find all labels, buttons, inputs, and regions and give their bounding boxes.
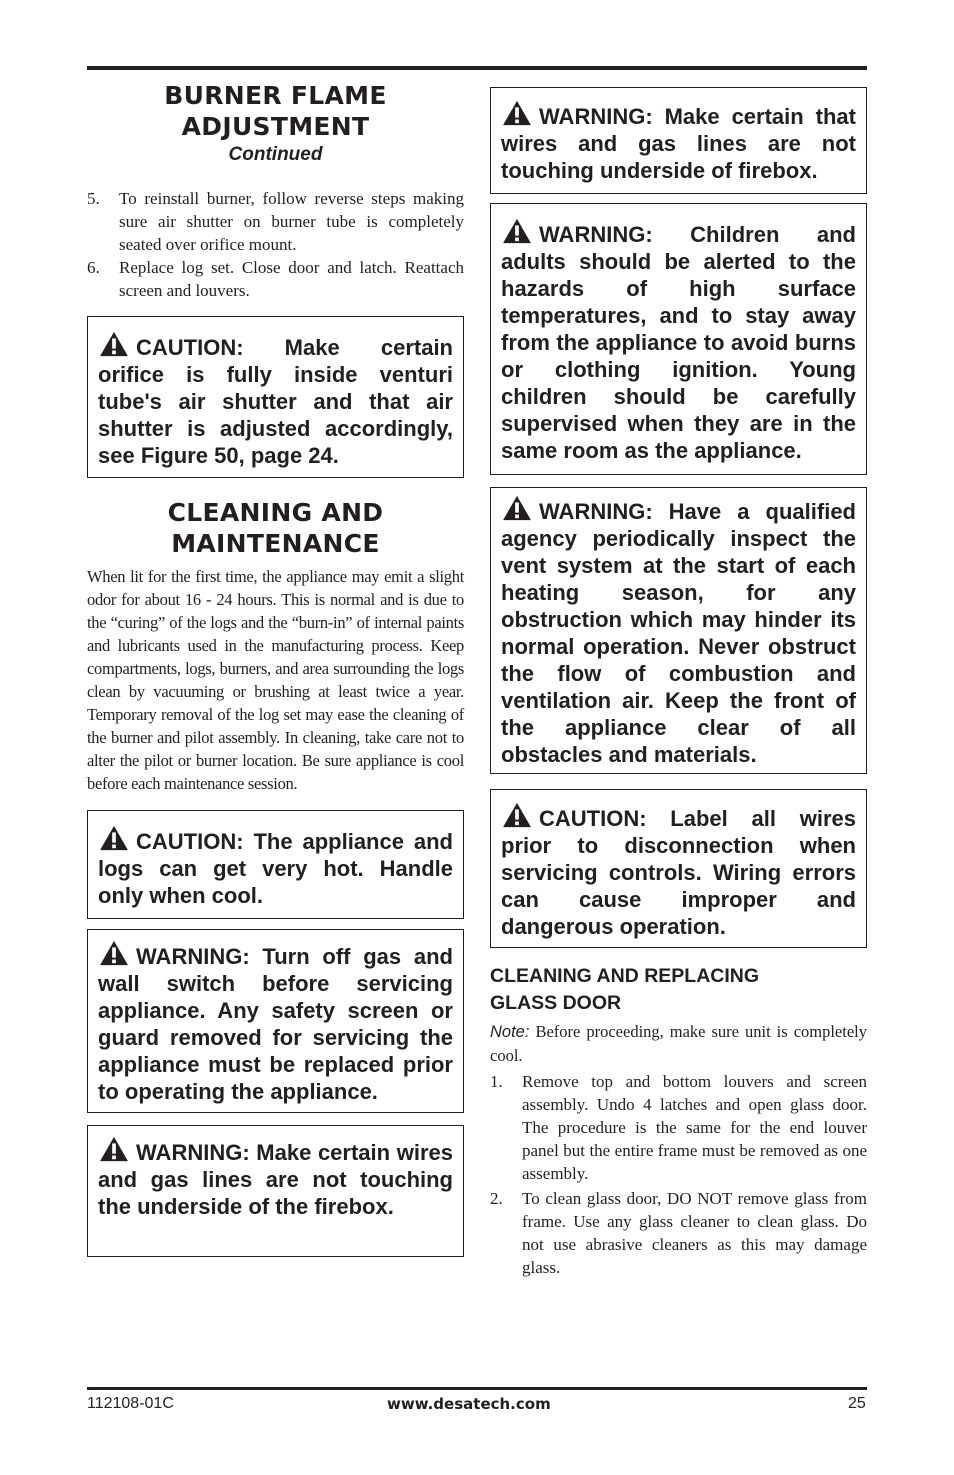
section-title-cleaning [87, 497, 464, 559]
section-subtitle: Continued [228, 144, 323, 165]
warning-triangle-icon [501, 495, 533, 521]
warning-triangle-icon [98, 825, 130, 851]
warning-triangle-icon [501, 218, 533, 244]
note-text: Before proceeding, make sure unit is completely cool. [490, 1022, 867, 1065]
right-column [490, 87, 867, 1279]
step-text: To reinstall burner, follow reverse steps making sure air shutter on burner tube is completely seated over orifice mount. [119, 189, 464, 254]
bottom-rule [87, 1387, 867, 1390]
warning-triangle-icon [98, 331, 130, 357]
step-number: 1. [490, 1072, 503, 1091]
warning-gas-box [87, 929, 464, 1113]
warning-triangle-icon [98, 1136, 130, 1162]
page-number: 25 [848, 1395, 866, 1412]
caution-text: CAUTION: The appliance and logs can get very hot. Handle only when cool. [98, 829, 453, 908]
heading-line: GLASS DOOR [490, 992, 622, 1014]
title-line: ADJUSTMENT [181, 112, 370, 141]
title-line: BURNER FLAME [164, 81, 387, 110]
top-rule [87, 66, 867, 70]
section-title-burner [87, 80, 464, 142]
warning-text: WARNING: Children and adults should be alerted to the hazards of high surface temperatures, and to stay away from the appliance to avoid burns or clothing ignition. Young children should be carefully supervised when they are in the same room as the appliance. [501, 222, 856, 463]
caution-hot-box [87, 810, 464, 919]
step-text: Replace log set. Close door and latch. Reattach screen and louvers. [119, 258, 464, 300]
warning-text: WARNING: Make certain wires and gas lines are not touching the underside of the firebox. [98, 1140, 453, 1219]
heading-line: CLEANING AND REPLACING [490, 965, 760, 987]
caution-orifice-box [87, 316, 464, 478]
title-line: MAINTENANCE [171, 529, 380, 558]
step-number: 2. [490, 1189, 503, 1208]
glass-door-heading [490, 963, 867, 1017]
warning-wires-right-box [490, 87, 867, 194]
warning-children-box [490, 203, 867, 475]
warning-agency-box [490, 487, 867, 774]
list-item [87, 187, 464, 256]
burner-steps [87, 187, 464, 302]
website-link[interactable]: www.desatech.com [387, 1395, 551, 1413]
warning-text: WARNING: Have a qualified agency periodically inspect the vent system at the start of each heating season, for any obstruction which may hinder its normal operation. Never obstruct the flow of combustion and ventilation air. Keep the front of the appliance clear of all obstacles and materials. [501, 499, 856, 767]
step-number: 6. [87, 258, 100, 277]
list-item [490, 1070, 867, 1185]
list-item [87, 256, 464, 302]
note-label: Note: [490, 1023, 530, 1041]
step-text: To clean glass door, DO NOT remove glass from frame. Use any glass cleaner to clean glass. Do not use abrasive cleaners as this may damage glass. [522, 1189, 867, 1277]
warning-text: WARNING: Turn off gas and wall switch before servicing appliance. Any safety screen or guard removed for servicing the appliance must be replaced prior to operating the appliance. [98, 944, 453, 1104]
title-line: CLEANING AND [167, 498, 384, 527]
caution-label-box [490, 789, 867, 948]
step-text: Remove top and bottom louvers and screen assembly. Undo 4 latches and open glass door. The procedure is the same for the end louver panel but the entire frame must be removed as one assembly. [522, 1072, 867, 1183]
glass-steps [490, 1070, 867, 1279]
cleaning-paragraph: When lit for the first time, the appliance may emit a slight odor for about 16 - 24 hours. This is normal and is due to the “curing” of the logs and the “burn-in” of internal paints and lubricants used in the manufacturing process. Keep compartments, logs, burners, and area surrounding the logs clean by vacuuming or brushing at least twice a year. Temporary removal of the log set may ease the cleaning of the burner and pilot assembly. In cleaning, take care not to alter the pilot or burner location. Be sure appliance is cool before each maintenance session. [87, 567, 464, 793]
warning-triangle-icon [501, 100, 533, 126]
warning-text: WARNING: Make certain that wires and gas lines are not touching underside of firebox. [501, 104, 856, 183]
doc-number: 112108-01C [87, 1395, 174, 1412]
warning-wires-left-box [87, 1125, 464, 1257]
glass-note [490, 1020, 867, 1067]
caution-text: CAUTION: Make certain orifice is fully inside venturi tube's air shutter and that air shutter is adjusted accordingly, see Figure 50, page 24. [98, 335, 453, 468]
list-item [490, 1187, 867, 1279]
caution-text: CAUTION: Label all wires prior to disconnection when servicing controls. Wiring errors can cause improper and dangerous operation. [501, 806, 856, 939]
step-number: 5. [87, 189, 100, 208]
left-column [87, 80, 464, 1257]
warning-triangle-icon [501, 802, 533, 828]
warning-triangle-icon [98, 940, 130, 966]
